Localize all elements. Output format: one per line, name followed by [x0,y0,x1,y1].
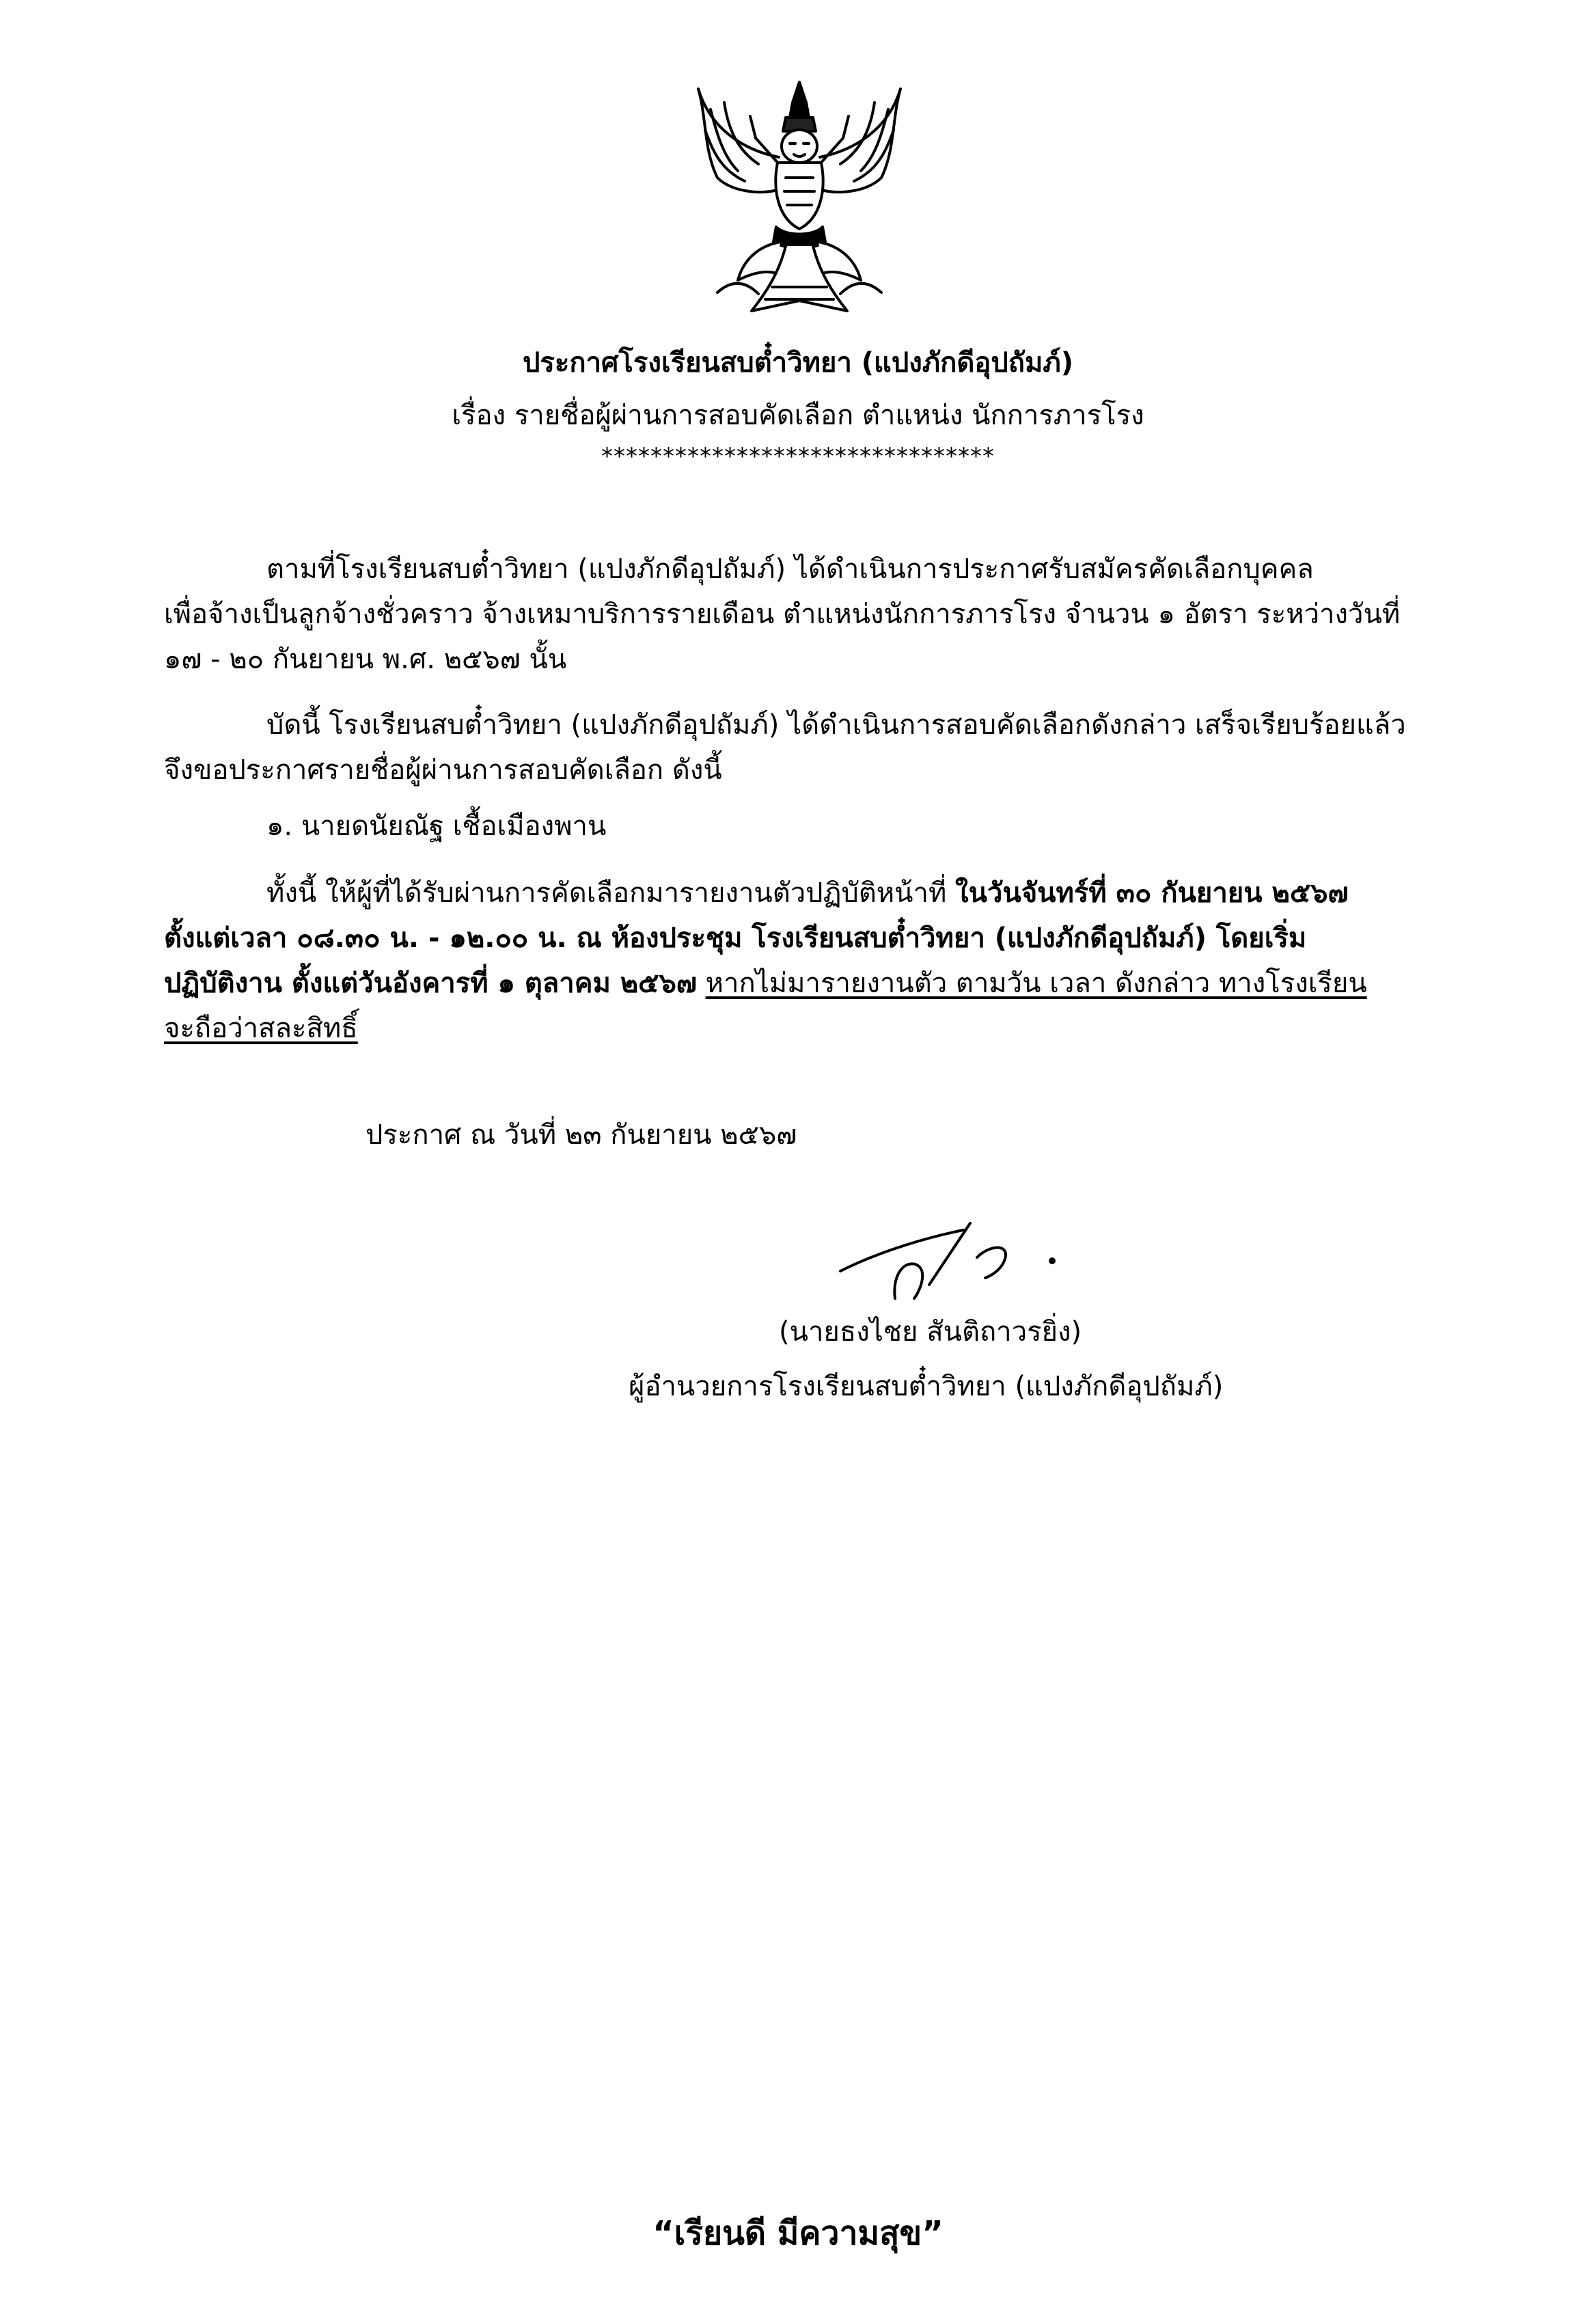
forfeit-warning: หากไม่มารายงานตัว ตามวัน เวลา ดังกล่าว ทางโรงเรียน [705,968,1367,999]
candidate-item: ๑. นายดนัยณัฐ เชื้อเมืองพาน [266,810,607,842]
reporting-time-place: ตั้งแต่เวลา ๐๘.๓๐ น. - ๑๒.๐๐ น. ณ ห้องประชุม โรงเรียนสบต๋ำวิทยา (แปงภักดีอุปถัมภ์) โดยเริ่ม [164,923,1307,954]
announcement-subject: เรื่อง รายชื่อผู้ผ่านการสอบคัดเลือก ตำแหน่ง นักการภารโรง [452,400,1144,431]
reporting-text: ทั้งนี้ ให้ผู้ที่ได้รับผ่านการคัดเลือกมารายงานตัวปฏิบัติหน้าที่ [266,877,956,909]
paragraph-line: จึงขอประกาศรายชื่อผู้ผ่านการสอบคัดเลือก ดังนี้ [164,754,722,786]
paragraph-background [164,547,1446,682]
signer-name: (นายธงไชย สันติถาวรยิ่ง) [779,1316,1082,1348]
paragraph-line: ตามที่โรงเรียนสบต๋ำวิทยา (แปงภักดีอุปถัมภ์) ได้ดำเนินการประกาศรับสมัครคัดเลือกบุคคล [266,554,1314,585]
signer-position: ผู้อำนวยการโรงเรียนสบต๋ำวิทยา (แปงภักดีอุปถัมภ์) [629,1371,1224,1402]
paragraph-line: เพื่อจ้างเป็นลูกจ้างชั่วคราว จ้างเหมาบริการรายเดือน ตำแหน่งนักการภารโรง จำนวน ๑ อัตรา ระหว่างวันที่ [164,599,1401,630]
candidate-list [164,804,1446,849]
paragraph-line: บัดนี้ โรงเรียนสบต๋ำวิทยา (แปงภักดีอุปถัมภ์) ได้ดำเนินการสอบคัดเลือกดังกล่าว เสร็จเรียบร้อยแล้ว [266,709,1406,741]
forfeit-warning-end: จะถือว่าสละสิทธิ์ [164,1013,358,1044]
paragraph-result [164,703,1446,793]
signature-icon [827,1196,1086,1319]
announce-date: ประกาศ ณ วันที่ ๒๓ กันยายน ๒๕๖๗ [366,1119,797,1151]
garuda-emblem-icon [690,75,909,321]
start-work-date: ปฏิบัติงาน ตั้งแต่วันอังคารที่ ๑ ตุลาคม ๒๕๖๗ [164,968,697,999]
separator-line: ******************************** [601,443,995,470]
paragraph-line: ๑๗ - ๒๐ กันยายน พ.ศ. ๒๕๖๗ นั้น [164,644,567,675]
paragraph-line [164,961,1446,1006]
paragraph-reporting [164,871,1446,1051]
announcement-title: ประกาศโรงเรียนสบต๋ำวิทยา (แปงภักดีอุปถัมภ์) [523,347,1073,379]
school-motto: “เรียนดี มีความสุข” [652,2214,944,2252]
paragraph-line [164,871,1446,916]
reporting-date: ในวันจันทร์ที่ ๓๐ กันยายน ๒๕๖๗ [955,877,1349,909]
